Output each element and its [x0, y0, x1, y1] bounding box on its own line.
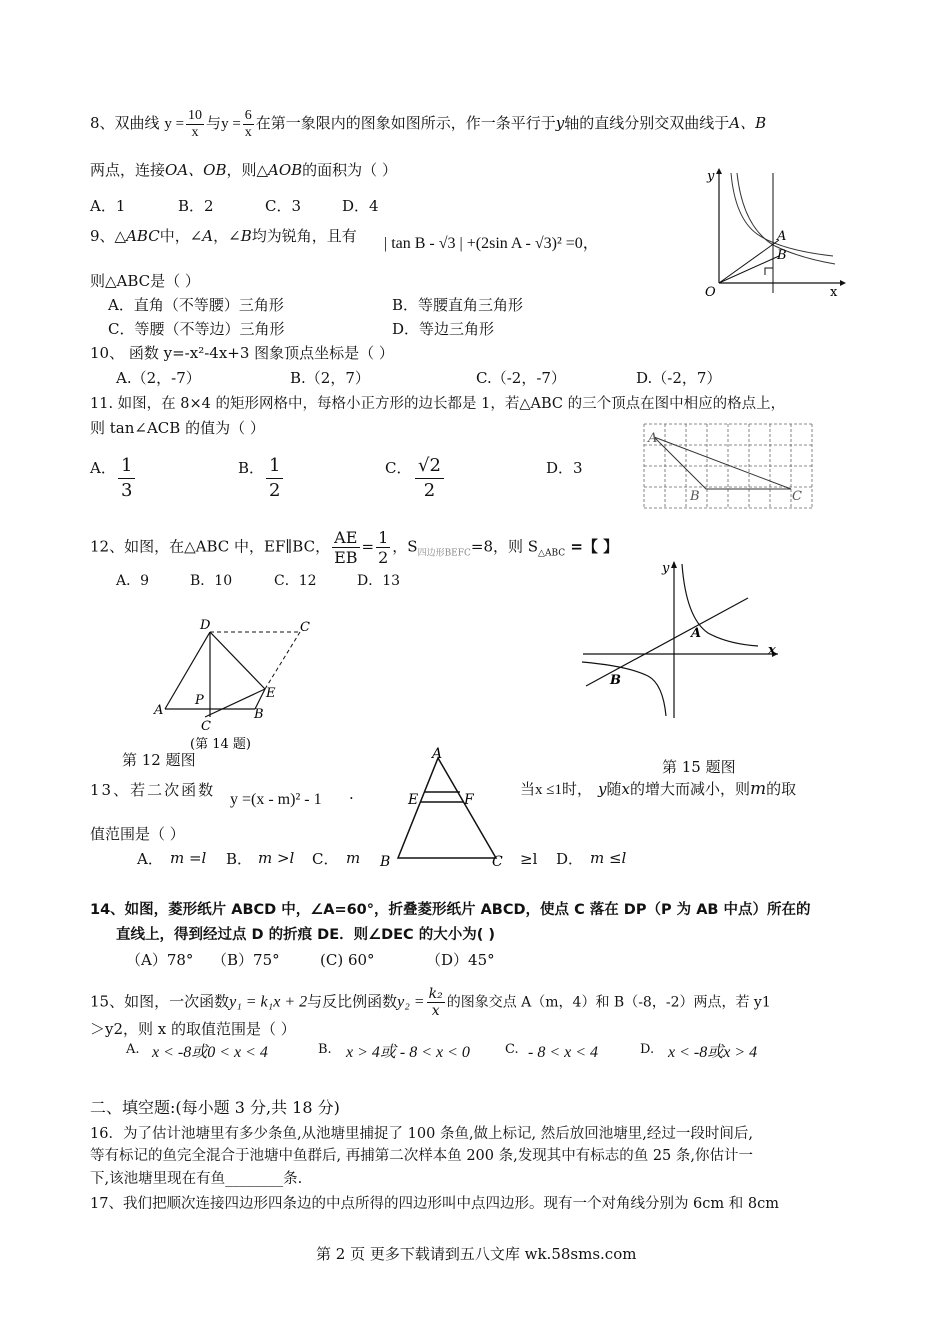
fig14-label-a: A: [154, 703, 164, 718]
q15-line2: ＞y2，则 x 的取值范围是（ ）: [90, 1020, 296, 1038]
q16-line1: 16．为了估计池塘里有多少条鱼,从池塘里捕捉了 100 条鱼,做上标记, 然后放回池塘里,经过一段时间后,: [90, 1126, 753, 1142]
q11-option-b-label: B．: [238, 459, 265, 477]
q16-line2: 等有标记的鱼完全混合于池塘中鱼群后, 再捕第二次样本鱼 200 条,发现其中有标志的鱼 25 条,你估计一: [90, 1148, 753, 1164]
fig15-label-a: A: [691, 626, 702, 641]
q12-option-a: A．9: [116, 573, 150, 589]
fig-trap-label-b: B: [380, 854, 391, 870]
q9-option-b: B．等腰直角三角形: [392, 296, 524, 314]
q13-option-d-value: m ≤l: [590, 849, 627, 867]
q15-option-d-label: D.: [640, 1042, 655, 1057]
q11-option-a-frac: $\frac{1}{3}$: [118, 454, 135, 503]
fig-trap-label-e: E: [408, 792, 419, 808]
q10-option-a: A.（2，-7）: [116, 369, 201, 387]
q14-line2: 直线上，得到经过点 D 的折痕 DE．则∠DEC 的大小为( ): [116, 927, 496, 943]
q15-option-a-label: A.: [126, 1042, 140, 1057]
fig15-graph: [578, 558, 788, 718]
q13-option-c-value: m: [346, 849, 361, 867]
q15-option-b-label: B.: [318, 1042, 332, 1057]
fig14-label-e: E: [266, 686, 276, 701]
fig15-caption: 第 15 题图: [662, 758, 736, 776]
q14-option-a: （A）78°: [126, 951, 194, 969]
q11-option-a-label: A．: [90, 459, 116, 477]
q13-option-c-label: C．: [312, 850, 339, 868]
q8-line1: 8、双曲线 y = $\frac{10}{x}$ 与y = $\frac{6}{x}$ 在第一象限内的图象如图所示，作一条平行于y轴的直线分别交双曲线于A、B: [90, 108, 767, 140]
fig-trap-label-c: C: [492, 854, 503, 870]
q13-line2: 值范围是（ ）: [90, 825, 185, 843]
q8-option-d: D．4: [342, 197, 379, 215]
fig15-label-y: y: [662, 561, 670, 576]
q10-text: 10、 函数 y=-x²-4x+3 图象顶点坐标是（ ）: [90, 344, 394, 362]
q11-grid-figure: [640, 420, 816, 510]
q9-formula: | tan B - √3 | +(2sin A - √3)² =0，: [384, 235, 599, 252]
q9-line2: 则△ABC是（ ）: [90, 272, 200, 290]
fig12-caption: 第 12 题图: [122, 751, 196, 769]
q14-line1: 14、如图，菱形纸片 ABCD 中，∠A=60°，折叠菱形纸片 ABCD，使点 C 落在 DP（P 为 AB 中点）所在的: [90, 902, 811, 918]
q17-line1: 17、我们把顺次连接四边形四条边的中点所得的四边形叫中点四边形。现有一个对角线分别为 6cm 和 8cm: [90, 1196, 779, 1212]
q13-option-a-label: A．: [137, 850, 163, 868]
fig14-label-b: B: [254, 707, 264, 722]
fig-trap-label-a: A: [432, 746, 443, 762]
q16-line3: 下,该池塘里现在有鱼________条.: [90, 1171, 303, 1187]
q8-line2: 两点，连接OA、OB，则△AOB的面积为（ ）: [90, 161, 397, 179]
q9-option-c: C．等腰（不等边）三角形: [108, 320, 285, 338]
q10-option-c: C.（-2，-7）: [476, 369, 566, 387]
q8-eq1: y = $\frac{10}{x}$: [164, 108, 203, 140]
q8-graph-label-x: x: [830, 285, 838, 300]
q8-eq2: y = $\frac{6}{x}$: [221, 108, 252, 140]
fig14-label-c-bottom: C: [201, 719, 211, 734]
q14-option-b: （B）75°: [212, 951, 280, 969]
fig14-label-d: D: [200, 618, 211, 633]
q13-dot: ·: [349, 789, 354, 807]
q9-option-a: A．直角（不等腰）三角形: [108, 296, 284, 314]
q8-graph-label-a: A: [777, 229, 787, 244]
q11-option-c-frac: $\frac{√2}{2}$: [415, 454, 444, 503]
q14-option-c: (C) 60°: [320, 951, 375, 969]
q12-option-c: C．12: [274, 573, 317, 589]
q13-option-a-value: m =l: [170, 849, 207, 867]
q15-option-c-label: C.: [505, 1042, 519, 1057]
fig15-label-x: x: [768, 643, 776, 658]
q8-graph-label-b: B: [777, 248, 787, 263]
q8-option-c: C．3: [265, 197, 302, 215]
q15-option-d-value: x < -8或x > 4: [668, 1044, 758, 1061]
fig14-caption: (第 14 题): [190, 737, 251, 752]
fig-trapezoid: [378, 748, 518, 868]
q11-option-c-label: C．: [385, 459, 412, 477]
q15-line1: 15、如图，一次函数y₁ = k₁x + 2与反比例函数y₂ = $\frac{\text{k₂}}{x}$ 的图象交点 A（m，4）和 B（-8，-2）两点，若 y1: [90, 986, 771, 1019]
section2-heading: 二、填空题:(每小题 3 分,共 18 分): [90, 1098, 340, 1117]
q15-option-b-value: x > 4或 - 8 < x < 0: [346, 1044, 470, 1061]
q15-option-a-value: x < -8或0 < x < 4: [152, 1044, 268, 1061]
q12-option-d: D．13: [357, 573, 401, 589]
q8-graph-label-y: y: [707, 169, 715, 184]
q11-label-a: A: [648, 431, 658, 446]
q11-label-b: B: [690, 489, 700, 504]
fig15-label-b: B: [610, 673, 621, 688]
q12-line: 12、如图，在△ABC 中，EF∥BC， $\frac{AE}{EB}$ = $\frac{1}{2}$ ，$S_{四边形BEFC}=8$，则 $S_{\triangle ABC}$ =【 】: [90, 528, 619, 567]
q13-option-c-rest: ≥l: [520, 850, 538, 868]
q11-option-d: D．3: [546, 459, 583, 477]
q13-rest: 当x ≤1时， y随x的增大而减小，则m的取: [520, 779, 797, 799]
q13-formula: y =(x - m)² - 1: [230, 791, 322, 808]
q8-option-a: A．1: [90, 197, 126, 215]
fig14-label-p: P: [195, 693, 204, 708]
q11-option-b-frac: $\frac{1}{2}$: [266, 454, 283, 503]
q9-option-d: D．等边三角形: [392, 320, 495, 338]
q11-line2: 则 tan∠ACB 的值为（ ）: [90, 419, 265, 437]
fig14-label-c-top: C: [300, 620, 310, 635]
q15-option-c-value: - 8 < x < 4: [528, 1044, 599, 1061]
fig14-rhombus: [150, 617, 320, 752]
page-footer: 第 2 页 更多下载请到五八文库 wk.58sms.com: [316, 1245, 637, 1263]
q11-label-c: C: [792, 489, 802, 504]
q9-line1: 9、△ABC中，∠A，∠B均为锐角，且有: [90, 227, 357, 245]
q13-prefix: 13、若二次函数: [90, 781, 216, 799]
q10-option-b: B.（2，7）: [290, 369, 370, 387]
q14-option-d: （D）45°: [426, 951, 495, 969]
q13-option-b-value: m >l: [258, 849, 295, 867]
q13-option-d-label: D．: [556, 850, 584, 868]
q11-line1: 11. 如图，在 8×4 的矩形网格中，每格小正方形的边长都是 1，若△ABC 的三个顶点在图中相应的格点上，: [90, 396, 786, 412]
q12-option-b: B．10: [190, 573, 233, 589]
fig-trap-label-f: F: [464, 792, 474, 808]
q13-option-b-label: B．: [226, 850, 253, 868]
q8-hyperbola-graph: [695, 168, 845, 298]
q10-option-d: D.（-2，7）: [636, 369, 722, 387]
q8-graph-label-o: O: [705, 285, 716, 300]
q8-option-b: B．2: [178, 197, 214, 215]
